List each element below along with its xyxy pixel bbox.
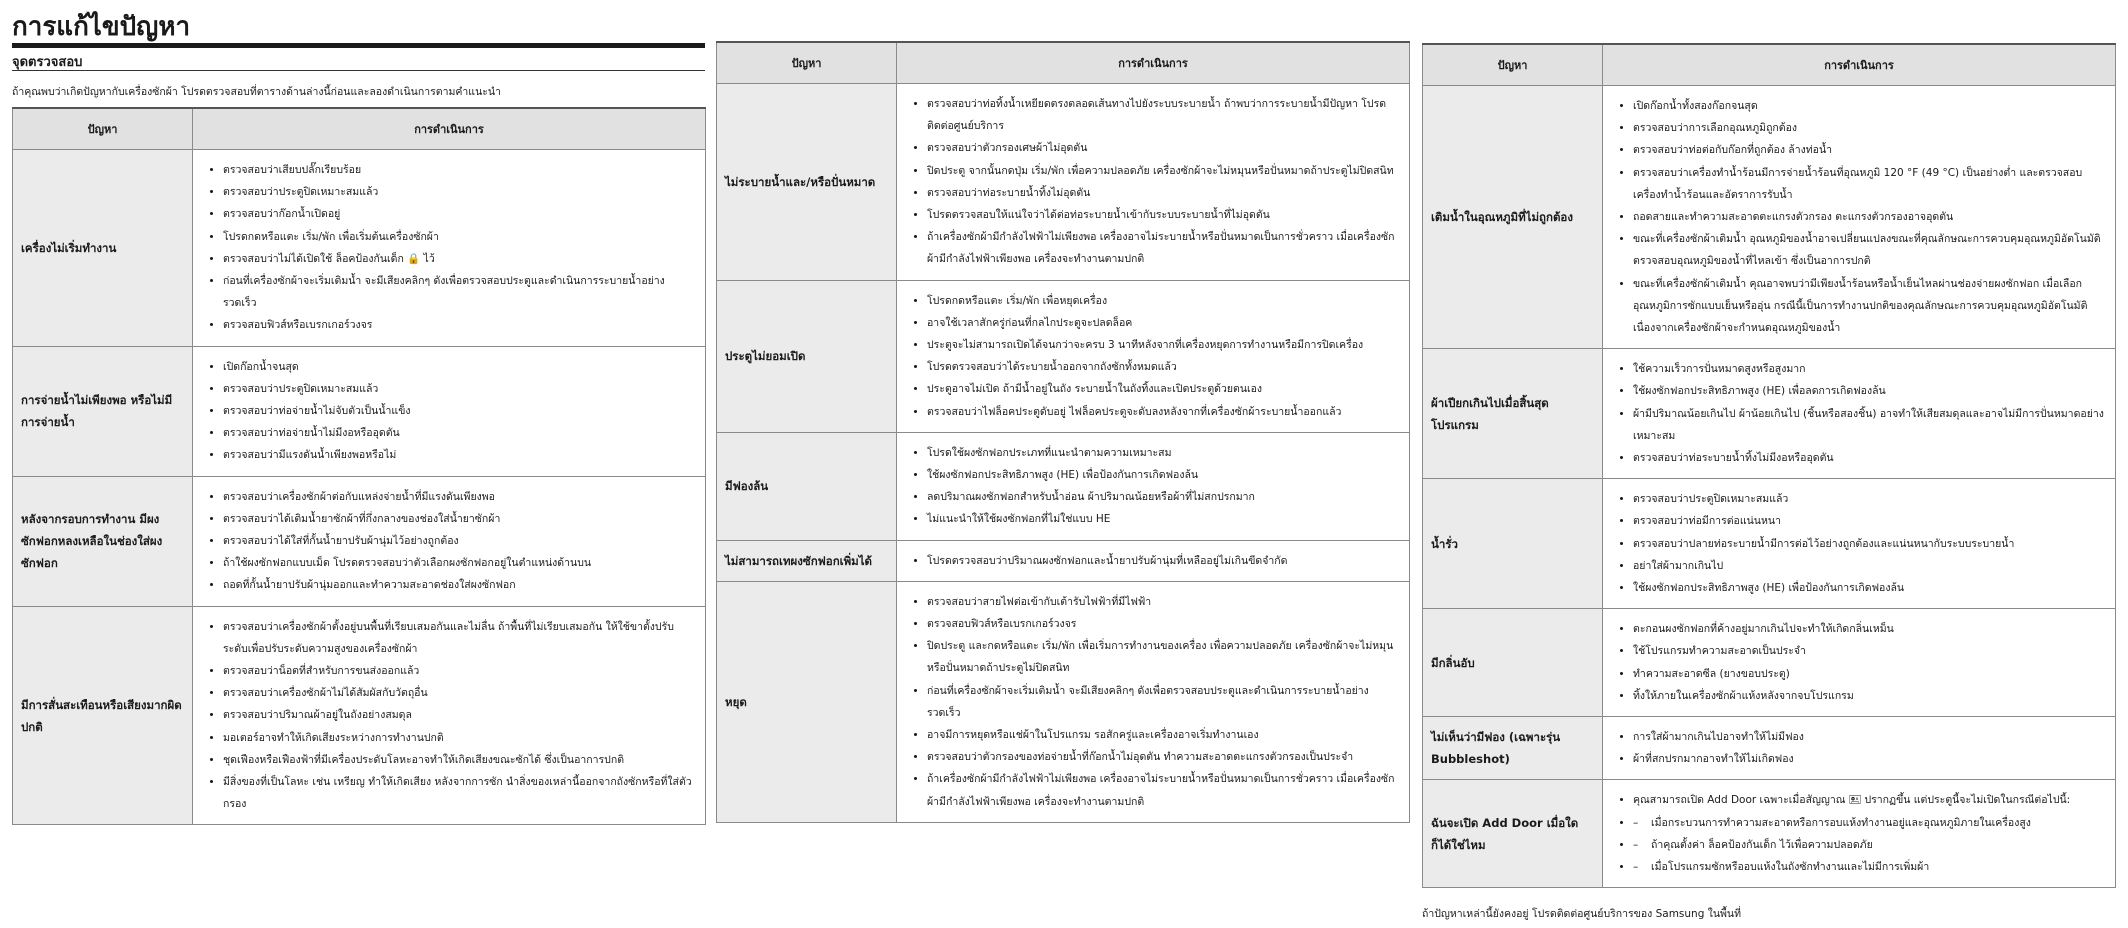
- action-item: • ตรวจสอบว่าน็อตที่สำหรับการขนส่งออกแล้ว: [223, 660, 695, 682]
- action-list: [903, 550, 1399, 572]
- action-item: • ตรวจสอบฟิวส์หรือเบรกเกอร์วงจร: [223, 314, 695, 336]
- action-cell: [1603, 717, 2116, 780]
- action-cell: [1603, 780, 2116, 888]
- action-item: • คุณสามารถเปิด Add Door เฉพาะเมื่อสัญญาณ 🖭 ปรากฏขึ้น แต่ประตูนี้จะไม่เปิดในกรณีต่อไปนี้:: [1633, 789, 2105, 811]
- problem-cell: ไม่สามารถเทผงซักฟอกเพิ่มได้: [717, 540, 897, 581]
- column-header-action: การดำเนินการ: [1603, 44, 2116, 86]
- action-item: • ตรวจสอบว่าเครื่องซักผ้าตั้งอยู่บนพื้นที่เรียบเสมอกันและไม่ลื่น ถ้าพื้นที่ไม่เรียบเสมอกัน ให้ใช้ขาตั้งปรับระดับเพื่อปรับระดับความสูงของเครื่องซักผ้า: [223, 616, 695, 660]
- action-item: • ตรวจสอบว่าเครื่องซักผ้าไม่ได้สัมผัสกับวัตถุอื่น: [223, 682, 695, 704]
- action-item: • ตรวจสอบว่าท่อระบายน้ำทิ้งไม่อุดตัน: [927, 182, 1399, 204]
- action-item: • ตรวจสอบว่าปลายท่อระบายน้ำมีการต่อไว้อย่างถูกต้องและแน่นหนากับระบบระบายน้ำ: [1633, 533, 2105, 555]
- action-item: • ตรวจสอบว่าการเลือกอุณหภูมิถูกต้อง: [1633, 117, 2105, 139]
- table-row: [717, 280, 1410, 432]
- action-list: [1609, 618, 2105, 707]
- action-item: • ตรวจสอบว่าท่อจ่ายน้ำไม่มีงอหรืออุดตัน: [223, 422, 695, 444]
- problem-cell: หลังจากรอบการทำงาน มีผงซักฟอกหลงเหลือในช่องใส่ผงซักฟอก: [13, 476, 193, 606]
- action-item: • ถ้าเครื่องซักผ้ามีกำลังไฟฟ้าไม่เพียงพอ เครื่องอาจไม่ระบายน้ำหรือปั่นหมาดเป็นการชั่วคราว เมื่อเครื่องซักผ้ามีกำลังไฟฟ้าเพียงพอ เครื่องจะทำงานตามปกติ: [927, 768, 1399, 812]
- table-row: [1423, 717, 2116, 780]
- action-item: • ตรวจสอบว่าตัวกรองเศษผ้าไม่อุดตัน: [927, 137, 1399, 159]
- action-item: • ตรวจสอบว่ามีแรงดันน้ำเพียงพอหรือไม่: [223, 444, 695, 466]
- section-title: จุดตรวจสอบ: [12, 55, 83, 70]
- problem-cell: ประตูไม่ยอมเปิด: [717, 280, 897, 432]
- action-list: [903, 290, 1399, 423]
- action-item: • ไม่แนะนำให้ใช้ผงซักฟอกที่ไม่ใช่แบบ HE: [927, 508, 1399, 530]
- sub-action-list: [1609, 812, 2105, 879]
- action-item: • ตรวจสอบว่าไม่ได้เปิดใช้ ล็อคป้องกันเด็ก 🔒 ไว้: [223, 248, 695, 270]
- problem-cell: มีการสั่นสะเทือนหรือเสียงมากผิดปกติ: [13, 606, 193, 825]
- action-item: • เปิดก๊อกน้ำทั้งสองก๊อกจนสุด: [1633, 95, 2105, 117]
- action-list: [903, 591, 1399, 813]
- intro-text: ถ้าคุณพบว่าเกิดปัญหากับเครื่องซักผ้า โปรดตรวจสอบที่ตารางด้านล่างนี้ก่อนและลองดำเนินการตามคำแนะนำ: [12, 86, 501, 98]
- action-item: • ใช้ผงซักฟอกประสิทธิภาพสูง (HE) เพื่อลดการเกิดฟองล้น: [1633, 380, 2105, 402]
- table-row: [1423, 780, 2116, 888]
- action-list: [199, 616, 695, 816]
- table-row: [1423, 86, 2116, 349]
- action-cell: [193, 606, 706, 825]
- problem-cell: เครื่องไม่เริ่มทำงาน: [13, 150, 193, 347]
- troubleshooting-table-1: [12, 107, 706, 825]
- action-item: • ก่อนที่เครื่องซักผ้าจะเริ่มเติมน้ำ จะมีเสียงคลิกๆ ดังเพื่อตรวจสอบประตูและดำเนินการระบายน้ำอย่างรวดเร็ว: [927, 680, 1399, 724]
- problem-cell: มีกลิ่นอับ: [1423, 609, 1603, 717]
- action-item: • ตรวจสอบว่าประตูปิดเหมาะสมแล้ว: [223, 378, 695, 400]
- action-cell: [193, 476, 706, 606]
- problem-cell: ไม่ระบายน้ำและ/หรือปั่นหมาด: [717, 84, 897, 281]
- action-item: • อย่าใส่ผ้ามากเกินไป: [1633, 555, 2105, 577]
- action-cell: [897, 540, 1410, 581]
- action-item: • ตรวจสอบว่าท่อทิ้งน้ำเหยียดตรงตลอดเส้นทางไปยังระบบระบายน้ำ ถ้าพบว่าการระบายน้ำมีปัญหา โปรดติดต่อศูนย์บริการ: [927, 93, 1399, 137]
- action-item: • ถอดสายและทำความสะอาดตะแกรงตัวกรอง ตะแกรงตัวกรองอาจอุดตัน: [1633, 206, 2105, 228]
- column-header-problem: ปัญหา: [717, 42, 897, 84]
- action-item: • อาจใช้เวลาสักครู่ก่อนที่กลไกประตูจะปลดล็อค: [927, 312, 1399, 334]
- action-item: • โปรดตรวจสอบให้แน่ใจว่าได้ต่อท่อระบายน้ำเข้ากับระบบระบายน้ำที่ไม่อุดตัน: [927, 204, 1399, 226]
- action-list: [1609, 726, 2105, 770]
- action-item: • ชุดเฟืองหรือเฟืองฟ้าที่มีเครื่องประดับโลหะอาจทำให้เกิดเสียงขณะซักได้ ซึ่งเป็นอาการปกติ: [223, 749, 695, 771]
- action-item: • โปรดตรวจสอบว่าปริมาณผงซักฟอกและน้ำยาปรับผ้านุ่มที่เหลืออยู่ไม่เกินขีดจำกัด: [927, 550, 1399, 572]
- problem-cell: หยุด: [717, 581, 897, 822]
- action-item: • ประตูจะไม่สามารถเปิดได้จนกว่าจะครบ 3 นาทีหลังจากที่เครื่องหยุดการทำงานหรือมีการปิดเครื่อง: [927, 334, 1399, 356]
- action-item: • ลดปริมาณผงซักฟอกสำหรับน้ำอ่อน ผ้าปริมาณน้อยหรือผ้าที่ไม่สกปรกมาก: [927, 486, 1399, 508]
- action-item: • มอเตอร์อาจทำให้เกิดเสียงระหว่างการทำงานปกติ: [223, 727, 695, 749]
- action-item: • โปรดกดหรือแตะ เริ่ม/พัก เพื่อหยุดเครื่อง: [927, 290, 1399, 312]
- action-item: • ประตูอาจไม่เปิด ถ้ามีน้ำอยู่ในถัง ระบายน้ำในถังทิ้งและเปิดประตูด้วยตนเอง: [927, 378, 1399, 400]
- table-row: [13, 476, 706, 606]
- action-item: • ตรวจสอบว่าเครื่องทำน้ำร้อนมีการจ่ายน้ำร้อนที่อุณหภูมิ 120 °F (49 °C) เป็นอย่างต่ำ และตรวจสอบเครื่องทำน้ำร้อนและอัตราการรับน้ำ: [1633, 162, 2105, 206]
- action-item: • ก่อนที่เครื่องซักผ้าจะเริ่มเติมน้ำ จะมีเสียงคลิกๆ ดังเพื่อตรวจสอบประตูและดำเนินการระบายน้ำอย่างรวดเร็ว: [223, 270, 695, 314]
- action-item: • ตรวจสอบว่าเครื่องซักผ้าต่อกับแหล่งจ่ายน้ำที่มีแรงดันเพียงพอ: [223, 486, 695, 508]
- action-item: • ตะกอนผงซักฟอกที่ค้างอยู่มากเกินไปจะทำให้เกิดกลิ่นเหม็น: [1633, 618, 2105, 640]
- troubleshooting-table-2: [716, 41, 1410, 823]
- action-item: • ถ้าใช้ผงซักฟอกแบบเม็ด โปรดตรวจสอบว่าตัวเลือกผงซักฟอกอยู่ในตำแหน่งด้านบน: [223, 552, 695, 574]
- action-item: • ตรวจสอบว่าได้เติมน้ำยาซักผ้าที่กึ่งกลางของช่องใส่น้ำยาซักผ้า: [223, 508, 695, 530]
- action-item: • ถอดที่กั้นน้ำยาปรับผ้านุ่มออกและทำความสะอาดช่องใส่ผงซักฟอก: [223, 574, 695, 596]
- action-cell: [897, 84, 1410, 281]
- action-cell: [1603, 349, 2116, 479]
- problem-cell: มีฟองล้น: [717, 432, 897, 540]
- action-list: [199, 159, 695, 337]
- column-header-action: การดำเนินการ: [897, 42, 1410, 84]
- action-list: [1609, 358, 2105, 469]
- action-item: • ตรวจสอบว่าไฟล็อคประตูดับอยู่ ไฟล็อคประตูจะดับลงหลังจากที่เครื่องซักผ้าระบายน้ำออกแล้ว: [927, 401, 1399, 423]
- footer-note: ถ้าปัญหาเหล่านี้ยังคงอยู่ โปรดติดต่อศูนย์บริการของ Samsung ในพื้นที่: [1422, 908, 1742, 920]
- table-row: [717, 540, 1410, 581]
- problem-cell: น้ำรั่ว: [1423, 479, 1603, 609]
- action-item: • ทำความสะอาดซีล (ยางขอบประตู): [1633, 663, 2105, 685]
- problem-cell: การจ่ายน้ำไม่เพียงพอ หรือไม่มีการจ่ายน้ำ: [13, 346, 193, 476]
- action-item: • ผ้ามีปริมาณน้อยเกินไป ผ้าน้อยเกินไป (ชิ้นหรือสองชิ้น) อาจทำให้เสียสมดุลและอาจไม่มีการปั่นหมาดอย่างเหมาะสม: [1633, 403, 2105, 447]
- problem-cell: ผ้าเปียกเกินไปเมื่อสิ้นสุดโปรแกรม: [1423, 349, 1603, 479]
- sub-action-item: – • เมื่อกระบวนการทำความสะอาดหรือการอบแห้งทำงานอยู่และอุณหภูมิภายในเครื่องสูง: [1633, 812, 2105, 834]
- table-row: [13, 150, 706, 347]
- sub-action-item: – • เมื่อโปรแกรมซักหรืออบแห้งในถังซักทำงานและไม่มีการเพิ่มผ้า: [1633, 856, 2105, 878]
- action-cell: [193, 150, 706, 347]
- action-item: • ตรวจสอบว่าปริมาณผ้าอยู่ในถังอย่างสมดุล: [223, 704, 695, 726]
- action-item: • ตรวจสอบว่าเสียบปลั๊กเรียบร้อย: [223, 159, 695, 181]
- action-item: • ตรวจสอบว่าได้ใส่ที่กั้นน้ำยาปรับผ้านุ่มไว้อย่างถูกต้อง: [223, 530, 695, 552]
- action-list: [1609, 488, 2105, 599]
- problem-cell: ฉันจะเปิด Add Door เมื่อใดก็ได้ใช่ไหม: [1423, 780, 1603, 888]
- title-rule: [12, 43, 705, 48]
- section-rule: [12, 70, 705, 71]
- table-row: [717, 84, 1410, 281]
- action-item: • ตรวจสอบว่าประตูปิดเหมาะสมแล้ว: [223, 181, 695, 203]
- action-item: • ตรวจสอบว่าท่อระบายน้ำทิ้งไม่มีงอหรืออุดตัน: [1633, 447, 2105, 469]
- action-item: • ใช้ผงซักฟอกประสิทธิภาพสูง (HE) เพื่อป้องกันการเกิดฟองล้น: [1633, 577, 2105, 599]
- action-item: • ผ้าที่สกปรกมากอาจทำให้ไม่เกิดฟอง: [1633, 748, 2105, 770]
- sub-action-item: – • ถ้าคุณตั้งค่า ล็อคป้องกันเด็ก ไว้เพื่อความปลอดภัย: [1633, 834, 2105, 856]
- table-row: [1423, 609, 2116, 717]
- action-cell: [193, 346, 706, 476]
- action-item: • ตรวจสอบว่าท่อต่อกับก๊อกที่ถูกต้อง ล้างท่อน้ำ: [1633, 139, 2105, 161]
- action-item: • โปรดใช้ผงซักฟอกประเภทที่แนะนำตามความเหมาะสม: [927, 442, 1399, 464]
- troubleshooting-table-3: [1422, 43, 2116, 888]
- action-item: • ใช้ความเร็วการปั่นหมาดสูงหรือสูงมาก: [1633, 358, 2105, 380]
- action-list: [903, 442, 1399, 531]
- action-cell: [897, 432, 1410, 540]
- action-item: • โปรดตรวจสอบว่าได้ระบายน้ำออกจากถังซักทั้งหมดแล้ว: [927, 356, 1399, 378]
- table-row: [1423, 349, 2116, 479]
- action-list: [903, 93, 1399, 271]
- action-cell: [897, 581, 1410, 822]
- action-item: • ตรวจสอบว่าสายไฟต่อเข้ากับเต้ารับไฟฟ้าที่มีไฟฟ้า: [927, 591, 1399, 613]
- action-item: • ตรวจสอบว่าท่อมีการต่อแน่นหนา: [1633, 510, 2105, 532]
- action-cell: [897, 280, 1410, 432]
- action-item: • ตรวจสอบว่าตัวกรองของท่อจ่ายน้ำที่ก๊อกน้ำไม่อุดตัน ทำความสะอาดตะแกรงตัวกรองเป็นประจำ: [927, 746, 1399, 768]
- action-cell: [1603, 609, 2116, 717]
- action-cell: [1603, 86, 2116, 349]
- action-list: [199, 486, 695, 597]
- action-item: • เปิดก๊อกน้ำจนสุด: [223, 356, 695, 378]
- page-title: การแก้ไขปัญหา: [12, 12, 191, 42]
- table-row: [717, 432, 1410, 540]
- table-row: [717, 581, 1410, 822]
- action-item: • ขณะที่เครื่องซักผ้าเติมน้ำ อุณหภูมิของน้ำอาจเปลี่ยนแปลงขณะที่คุณลักษณะการควบคุมอุณหภูมิอัตโนมัติตรวจสอบอุณหภูมิของน้ำที่ไหลเข้า ซึ่งเป็นอาการปกติ: [1633, 228, 2105, 272]
- column-header-action: การดำเนินการ: [193, 108, 706, 150]
- problem-cell: ไม่เห็นว่ามีฟอง (เฉพาะรุ่น Bubbleshot): [1423, 717, 1603, 780]
- action-item: • ใช้โปรแกรมทำความสะอาดเป็นประจำ: [1633, 640, 2105, 662]
- action-item: • ขณะที่เครื่องซักผ้าเติมน้ำ คุณอาจพบว่ามีเพียงน้ำร้อนหรือน้ำเย็นไหลผ่านช่องจ่ายผงซักฟอก เมื่อเลือกอุณหภูมิการซักแบบเย็นหรืออุ่น กรณีนี้เป็นการทำงานปกติของคุณลักษณะการควบคุมอุณหภูมิอัตโนมัติเนื่องจากเครื่องซักผ้าจะกำหนดอุณหภูมิของน้ำ: [1633, 273, 2105, 340]
- action-item: • ตรวจสอบว่าท่อจ่ายน้ำไม่จับตัวเป็นน้ำแข็ง: [223, 400, 695, 422]
- action-item: • การใส่ผ้ามากเกินไปอาจทำให้ไม่มีฟอง: [1633, 726, 2105, 748]
- action-item: • ตรวจสอบฟิวส์หรือเบรกเกอร์วงจร: [927, 613, 1399, 635]
- action-item: • ตรวจสอบว่าก๊อกน้ำเปิดอยู่: [223, 203, 695, 225]
- action-list: [1609, 95, 2105, 339]
- column-header-problem: ปัญหา: [1423, 44, 1603, 86]
- table-row: [13, 346, 706, 476]
- action-item: • ปิดประตู และกดหรือแตะ เริ่ม/พัก เพื่อเริ่มการทำงานของเครื่อง เพื่อความปลอดภัย เครื่องซักผ้าจะไม่หมุนหรือปั่นหมาดถ้าประตูไม่ปิดสนิท: [927, 635, 1399, 679]
- action-list: [199, 356, 695, 467]
- action-item: • อาจมีการหยุดหรือแช่ผ้าในโปรแกรม รอสักครู่และเครื่องอาจเริ่มทำงานเอง: [927, 724, 1399, 746]
- action-list: [1609, 789, 2105, 811]
- action-item: • ใช้ผงซักฟอกประสิทธิภาพสูง (HE) เพื่อป้องกันการเกิดฟองล้น: [927, 464, 1399, 486]
- action-item: • ปิดประตู จากนั้นกดปุ่ม เริ่ม/พัก เพื่อความปลอดภัย เครื่องซักผ้าจะไม่หมุนหรือปั่นหมาดถ้าประตูไม่ปิดสนิท: [927, 160, 1399, 182]
- table-row: [13, 606, 706, 825]
- action-item: • โปรดกดหรือแตะ เริ่ม/พัก เพื่อเริ่มต้นเครื่องซักผ้า: [223, 226, 695, 248]
- action-item: • มีสิ่งของที่เป็นโลหะ เช่น เหรียญ ทำให้เกิดเสียง หลังจากการซัก นำสิ่งของเหล่านี้ออกจากถังซักหรือที่ใส่ตัวกรอง: [223, 771, 695, 815]
- action-cell: [1603, 479, 2116, 609]
- action-item: • ถ้าเครื่องซักผ้ามีกำลังไฟฟ้าไม่เพียงพอ เครื่องอาจไม่ระบายน้ำหรือปั่นหมาดเป็นการชั่วคราว เมื่อเครื่องซักผ้ามีกำลังไฟฟ้าเพียงพอ เครื่องจะทำงานตามปกติ: [927, 226, 1399, 270]
- action-item: • ตรวจสอบว่าประตูปิดเหมาะสมแล้ว: [1633, 488, 2105, 510]
- action-item: • ทิ้งให้ภายในเครื่องซักผ้าแห้งหลังจากจบโปรแกรม: [1633, 685, 2105, 707]
- problem-cell: เติมน้ำในอุณหภูมิที่ไม่ถูกต้อง: [1423, 86, 1603, 349]
- table-row: [1423, 479, 2116, 609]
- column-header-problem: ปัญหา: [13, 108, 193, 150]
